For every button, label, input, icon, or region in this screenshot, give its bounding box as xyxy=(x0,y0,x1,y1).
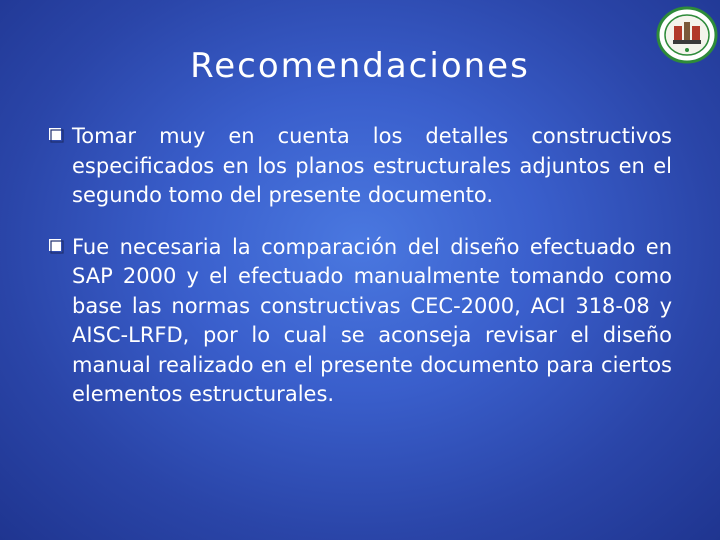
university-seal-icon xyxy=(656,6,718,64)
checkbox-bullet-icon xyxy=(48,127,64,143)
bullet-item xyxy=(46,122,672,211)
checkbox-bullet-icon xyxy=(48,238,64,254)
bullet-item xyxy=(46,233,672,410)
bullet-text: Tomar muy en cuenta los detalles constructivos especificados en los planos estructurales adjuntos en el segundo tomo del presente documento. xyxy=(72,124,672,207)
bullet-list xyxy=(46,122,672,432)
slide-title: Recomendaciones xyxy=(190,46,530,86)
bullet-text: Fue necesaria la comparación del diseño efectuado en SAP 2000 y el efectuado manualmente tomando como base las normas constructivas CEC-2000, ACI 318-08 y AISC-LRFD, por lo cual se aconseja revisar el diseño manual realizado en el presente documento para ciertos elementos estructurales. xyxy=(72,234,672,406)
